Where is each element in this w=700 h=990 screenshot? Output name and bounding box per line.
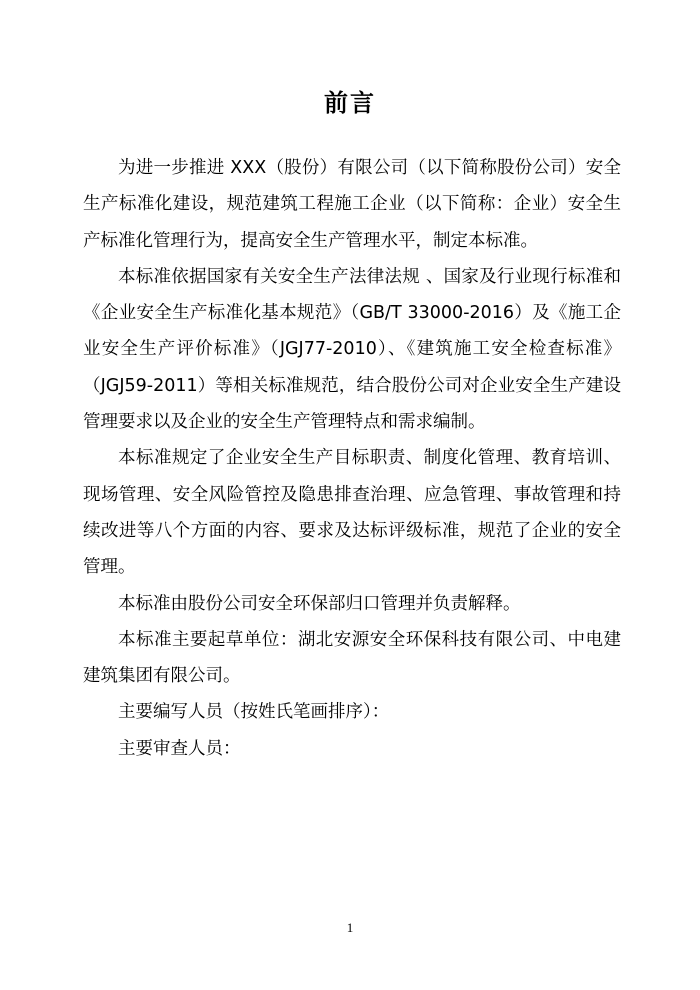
page-number: 1 — [346, 920, 354, 935]
document-body — [83, 150, 621, 767]
paragraph-drafting-units: 本标准主要起草单位：湖北安源安全环保科技有限公司、中电建建筑集团有限公司。 — [83, 629, 621, 687]
paragraph-management: 本标准由股份公司安全环保部归口管理并负责解释。 — [118, 593, 521, 614]
paragraph-purpose: 为进一步推进 XXX（股份）有限公司（以下简称股份公司）安全生产标准化建设，规范建筑工程施工企业（以下简称：企业）安全生产标准化管理行为，提高安全生产管理水平，制定本标准。 — [83, 158, 621, 251]
paragraph-main-reviewers: 主要审查人员： — [118, 738, 241, 759]
paragraph-main-authors: 主要编写人员（按姓氏笔画排序）： — [118, 702, 390, 723]
paragraph-basis: 本标准依据国家有关安全生产法律法规 、国家及行业现行标准和《企业安全生产标准化基本规范》（GB/T 33000-2016）及《施工企业安全生产评价标准》（JGJ77-2010）、《建筑施工安全检查标准》（JGJ59-2011）等相关标准规范，结合股份公司对企业安全生产建设管理要求以及企业的安全生产管理特点和需求编制。 — [83, 266, 621, 433]
paragraph-scope: 本标准规定了企业安全生产目标职责、制度化管理、教育培训、现场管理、安全风险管控及隐患排查治理、应急管理、事故管理和持续改进等八个方面的内容、要求及达标评级标准，规范了企业的安全管理。 — [83, 448, 621, 578]
page-title: 前言 — [324, 89, 376, 117]
